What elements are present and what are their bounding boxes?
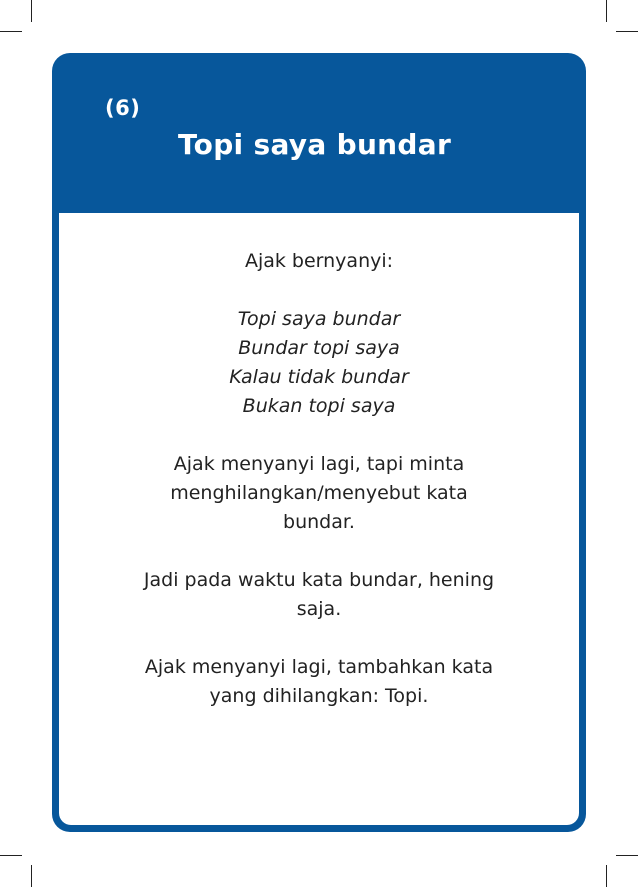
- instruction-line: Ajak menyanyi lagi, tambahkan kata: [144, 656, 494, 678]
- card-content: [59, 247, 579, 711]
- instruction-line: bundar.: [283, 511, 355, 533]
- card-number: (6): [105, 96, 141, 120]
- crop-mark: [606, 0, 607, 22]
- lyric-line: Bukan topi saya: [242, 395, 396, 417]
- instruction-line: menghilangkan/menyebut kata: [170, 482, 468, 504]
- instruction-paragraph: [59, 450, 579, 537]
- lyric-line: Kalau tidak bundar: [229, 366, 409, 388]
- instruction-paragraph: [59, 566, 579, 624]
- crop-mark: [31, 0, 32, 22]
- instruction-line: yang dihilangkan: Topi.: [209, 685, 429, 707]
- intro-text: Ajak bernyanyi:: [244, 250, 394, 272]
- lyric-line: Bundar topi saya: [238, 337, 400, 359]
- card-title: Topi saya bundar: [178, 128, 452, 161]
- instruction-line: Jadi pada waktu kata bundar, hening: [143, 569, 495, 591]
- lyric-line: Topi saya bundar: [237, 308, 401, 330]
- crop-mark: [606, 865, 607, 887]
- crop-mark: [0, 31, 22, 32]
- instruction-line: Ajak menyanyi lagi, tapi minta: [173, 453, 465, 475]
- crop-mark: [616, 31, 638, 32]
- crop-mark: [0, 855, 22, 856]
- card-body: [59, 213, 579, 825]
- instruction-paragraph: [59, 653, 579, 711]
- activity-card: [52, 53, 586, 832]
- crop-mark: [31, 865, 32, 887]
- instruction-line: saja.: [296, 598, 342, 620]
- card-header: [52, 53, 586, 213]
- crop-mark: [616, 855, 638, 856]
- song-lyrics: [59, 305, 579, 421]
